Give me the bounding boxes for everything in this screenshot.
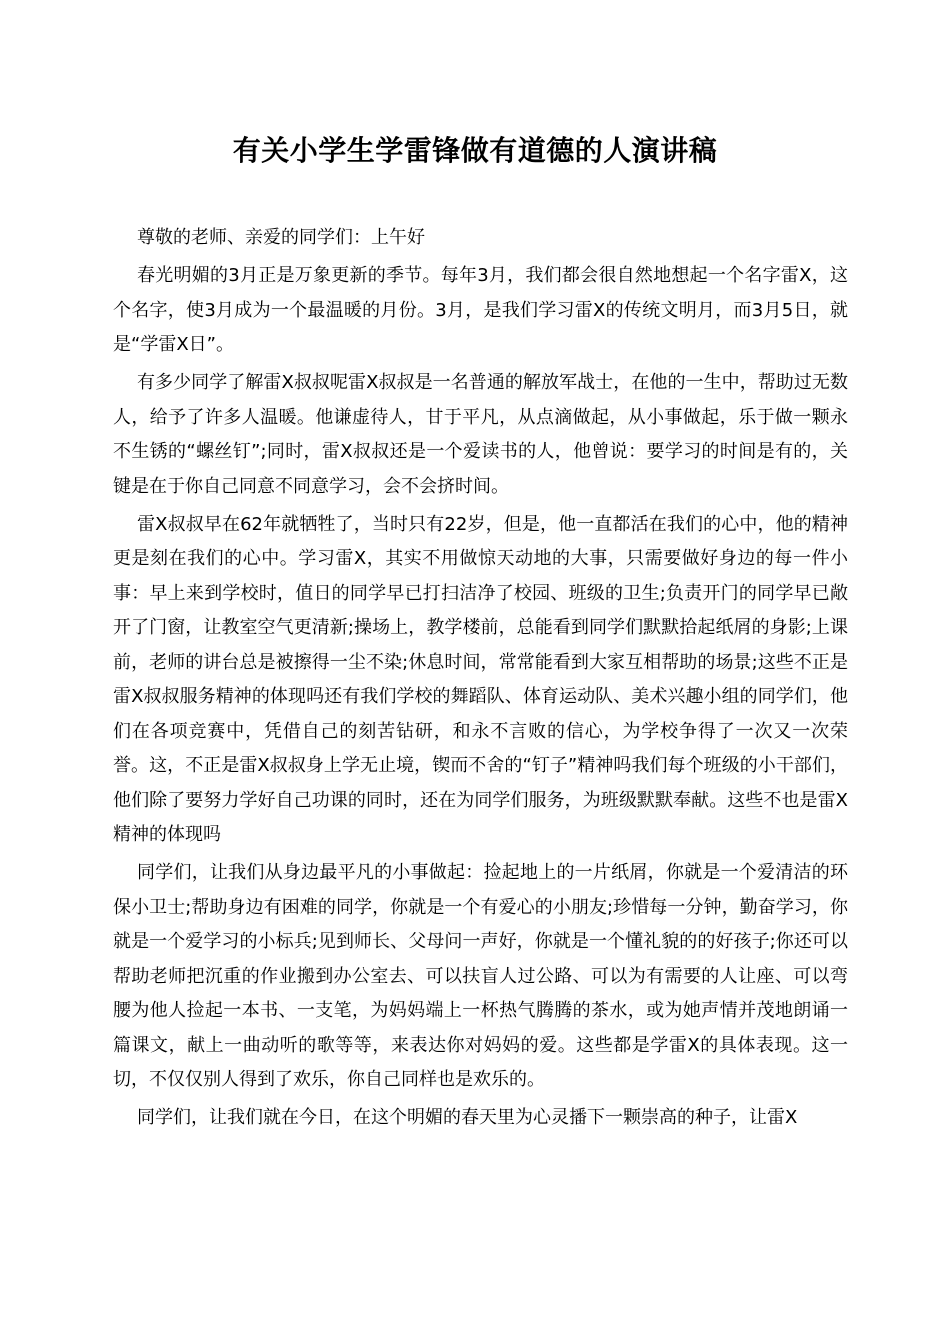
paragraph: 春光明媚的3月正是万象更新的季节。每年3月，我们都会很自然地想起一个名字雷X，这个名字，使3月成为一个最温暖的月份。3月，是我们学习雷X的传统文明月，而3月5日，就是“学雷X日”。 (113, 265, 848, 355)
paragraph-greeting: 尊敬的老师、亲爱的同学们：上午好 (137, 227, 425, 248)
paragraph: 同学们，让我们从身边最平凡的小事做起：捡起地上的一片纸屑，你就是一个爱清洁的环保小卫士;帮助身边有困难的同学，你就是一个有爱心的小朋友;珍惜每一分钟，勤奋学习，你就是一个爱学习的小标兵;见到师长、父母问一声好，你就是一个懂礼貌的的好孩子;你还可以帮助老师把沉重的作业搬到办公室去、可以扶盲人过公路、可以为有需要的人让座、可以弯腰为他人捡起一本书、一支笔，为妈妈端上一杯热气腾腾的茶水，或为她声情并茂地朗诵一篇课文，献上一曲动听的歌等等，来表达你对妈妈的爱。这些都是学雷X的具体表现。这一切，不仅仅别人得到了欢乐，你自己同样也是欢乐的。 (113, 862, 848, 1090)
paragraph: 同学们，让我们就在今日，在这个明媚的春天里为心灵播下一颗崇高的种子，让雷X (137, 1107, 798, 1128)
paragraph: 有多少同学了解雷X叔叔呢雷X叔叔是一名普通的解放军战士，在他的一生中，帮助过无数人，给予了许多人温暖。他谦虚待人，甘于平凡，从点滴做起，从小事做起，乐于做一颗永不生锈的“螺丝钉”;同时，雷X叔叔还是一个爱读书的人，他曾说：要学习的时间是有的，关键是在于你自己同意不同意学习，会不会挤时间。 (113, 372, 848, 497)
document-body (113, 221, 848, 1139)
paragraph: 雷X叔叔早在62年就牺牲了，当时只有22岁，但是，他一直都活在我们的心中，他的精神更是刻在我们的心中。学习雷X，其实不用做惊天动地的大事，只需要做好身边的每一件小事：早上来到学校时，值日的同学早已打扫洁净了校园、班级的卫生;负责开门的同学早已敞开了门窗，让教室空气更清新;操场上，教学楼前，总能看到同学们默默拾起纸屑的身影;上课前，老师的讲台总是被擦得一尘不染;休息时间，常常能看到大家互相帮助的场景;这些不正是雷X叔叔服务精神的体现吗还有我们学校的舞蹈队、体育运动队、美术兴趣小组的同学们，他们在各项竞赛中，凭借自己的刻苦钻研，和永不言败的信心，为学校争得了一次又一次荣誉。这，不正是雷X叔叔身上学无止境，锲而不舍的“钉子”精神吗我们每个班级的小干部们，他们除了要努力学好自己功课的同时，还在为同学们服务，为班级默默奉献。这些不也是雷X精神的体现吗 (113, 513, 848, 845)
document-title: 有关小学生学雷锋做有道德的人演讲稿 (232, 134, 718, 167)
